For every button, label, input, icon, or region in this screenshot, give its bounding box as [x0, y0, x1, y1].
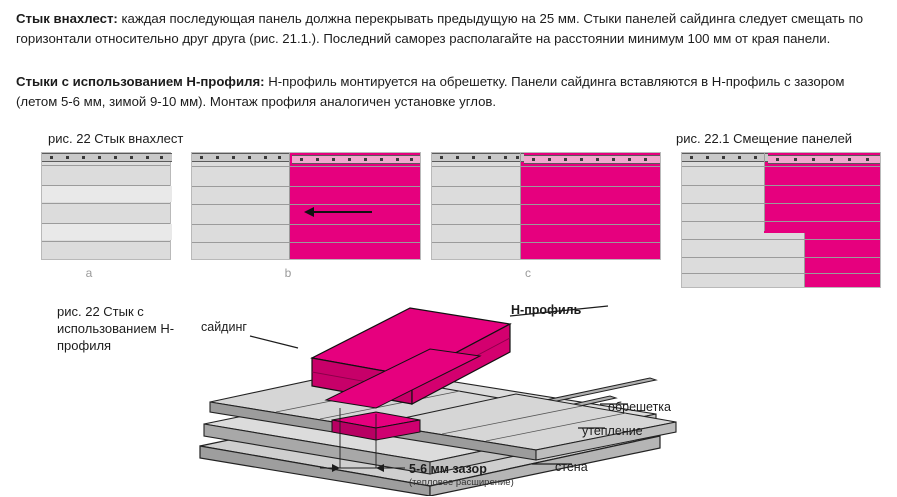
nail-dot	[114, 156, 117, 159]
caption-fig-22-1: рис. 22.1 Смещение панелей	[676, 131, 853, 146]
nail-dot	[738, 156, 741, 159]
panel-seam	[192, 204, 420, 205]
caption-fig-22: рис. 22 Стык внахлест	[48, 131, 184, 146]
panel-seam	[42, 241, 170, 242]
nail-dot	[866, 158, 869, 161]
label-gap-sub: (тепловое расширение)	[409, 477, 514, 488]
paragraph-hprofile-joint-lead: Стыки с использованием Н-профиля:	[16, 74, 265, 89]
nail-dot	[472, 156, 475, 159]
nail-dot	[848, 158, 851, 161]
nail-strip	[432, 153, 524, 162]
paragraph-hprofile-joint	[16, 72, 882, 111]
nail-dot	[690, 156, 693, 159]
panel-joint-line	[289, 153, 290, 259]
figure-a-label: a	[85, 266, 93, 280]
panel-seam	[432, 204, 660, 205]
panel-seam	[192, 224, 420, 225]
nail-dot	[146, 156, 149, 159]
label-stena: стена	[555, 460, 588, 474]
panel-seam	[432, 224, 660, 225]
panel-highlight	[42, 224, 172, 240]
panel-seam	[192, 166, 420, 167]
nail-dot	[130, 156, 133, 159]
nail-dot	[82, 156, 85, 159]
panel-seam	[432, 186, 660, 187]
nail-strip	[42, 153, 172, 162]
nail-dot	[612, 158, 615, 161]
paragraph-overlap-joint	[16, 9, 882, 48]
label-uteplenie: утепление	[582, 424, 643, 438]
nail-dot	[628, 158, 631, 161]
panel-seam	[682, 257, 880, 258]
nail-dot	[722, 156, 725, 159]
caption-fig-22-hprofile: рис. 22 Стык с использованием Н-профиля	[57, 304, 175, 353]
figure-c	[431, 152, 661, 260]
nail-strip	[192, 153, 289, 162]
nail-dot	[300, 158, 303, 161]
nail-dot	[66, 156, 69, 159]
panel-seam	[432, 166, 660, 167]
nail-dot	[754, 156, 757, 159]
nail-dot	[776, 158, 779, 161]
nail-strip	[682, 153, 768, 162]
panel-joint-line	[520, 153, 521, 259]
panel-seam	[42, 165, 170, 166]
panel-seam	[682, 273, 880, 274]
offset-panel-lower	[804, 233, 881, 288]
figure-b	[191, 152, 421, 260]
nail-dot	[504, 156, 507, 159]
panel-seam	[682, 203, 880, 204]
nail-dot	[596, 158, 599, 161]
panel-seam	[682, 185, 880, 186]
nail-dot	[216, 156, 219, 159]
nail-dot	[456, 156, 459, 159]
nail-dot	[644, 158, 647, 161]
panel-highlight	[42, 186, 172, 202]
label-hprofile: Н-профиль	[511, 303, 582, 317]
figure-22-1	[681, 152, 881, 288]
panel-seam	[192, 242, 420, 243]
label-gap: 5-6 мм зазор	[409, 462, 487, 476]
figure-a	[41, 152, 171, 260]
nail-dot	[548, 158, 551, 161]
nail-dot	[316, 158, 319, 161]
nail-dot	[580, 158, 583, 161]
nail-dot	[488, 156, 491, 159]
nail-dot	[410, 158, 413, 161]
panel-seam	[42, 203, 170, 204]
nail-dot	[532, 158, 535, 161]
nail-dot	[830, 158, 833, 161]
panel-seam	[682, 221, 880, 222]
figure-b-label: b	[284, 266, 292, 280]
leader-siding	[250, 336, 298, 348]
panel-joint-line-lower	[804, 233, 805, 287]
nail-dot	[364, 158, 367, 161]
nail-dot	[160, 156, 163, 159]
nail-dot	[264, 156, 267, 159]
nail-dot	[200, 156, 203, 159]
panel-seam	[682, 166, 880, 167]
nail-dot	[278, 156, 281, 159]
label-obreshetka: обрешетка	[608, 400, 672, 414]
direction-arrow-shaft	[314, 211, 372, 213]
nail-strip-magenta	[292, 155, 421, 164]
paragraph-overlap-joint-body: каждая последующая панель должна перекрывать предыдущую на 25 мм. Стыки панелей сайдинга следует смещать по горизонтали относительно друг друга (рис. 21.1.). Последний саморез располагайте на расстоянии минимум 100 мм от края панели.	[16, 11, 864, 46]
direction-arrow-head	[304, 207, 314, 217]
nail-dot	[706, 156, 709, 159]
panel-joint-line-upper	[764, 153, 765, 231]
nail-dot	[380, 158, 383, 161]
nail-dot	[516, 156, 519, 159]
nail-dot	[332, 158, 335, 161]
panel-seam	[682, 239, 880, 240]
figure-c-label: c	[525, 266, 531, 280]
label-siding: сайдинг	[201, 320, 247, 334]
nail-dot	[794, 158, 797, 161]
nail-dot	[396, 158, 399, 161]
nail-dot	[348, 158, 351, 161]
nail-strip-magenta	[768, 155, 881, 164]
panel-seam	[192, 186, 420, 187]
nail-dot	[812, 158, 815, 161]
overlapping-panel	[520, 153, 661, 260]
nail-dot	[564, 158, 567, 161]
nail-strip-magenta	[524, 155, 661, 164]
nail-dot	[232, 156, 235, 159]
nail-dot	[50, 156, 53, 159]
nail-dot	[440, 156, 443, 159]
paragraph-overlap-joint-lead: Стык внахлест:	[16, 11, 118, 26]
nail-dot	[98, 156, 101, 159]
nail-dot	[248, 156, 251, 159]
paragraph-hprofile-joint-body: Н-профиль монтируется на обрешетку. Панели сайдинга вставляются в Н-профиль с зазором (летом 5-6 мм, зимой 9-10 мм). Монтаж профиля аналогичен установке углов.	[16, 74, 845, 109]
panel-seam	[432, 242, 660, 243]
